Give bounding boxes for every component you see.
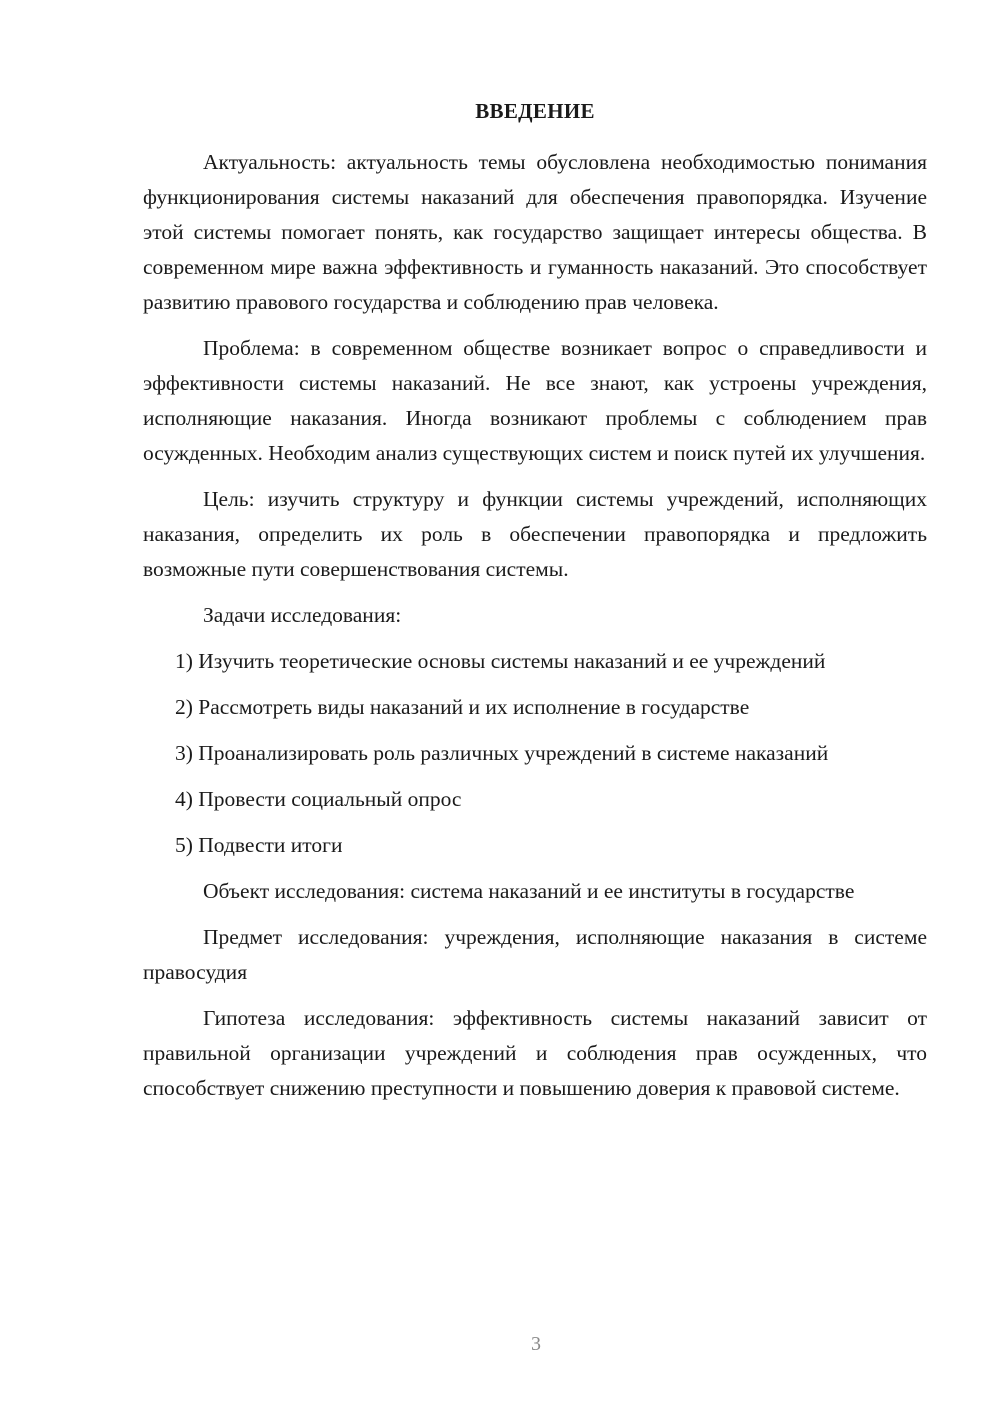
relevance-paragraph: Актуальность: актуальность темы обусловлена необходимостью понимания функционирования системы наказаний для обеспечения правопорядка. Изучение этой системы помогает понять, как государство защищает интересы общества. В современном мире важна эффективность и гуманность наказаний. Это способствует развитию правового государства и соблюдению прав человека. [143, 150, 927, 314]
task-item-1: 1) Изучить теоретические основы системы наказаний и ее учреждений [175, 649, 826, 673]
tasks-title: Задачи исследования: [203, 603, 402, 627]
hypothesis-paragraph: Гипотеза исследования: эффективность системы наказаний зависит от правильной организации учреждений и соблюдения прав осужденных, что способствует снижению преступности и повышению доверия к правовой системе. [143, 1006, 927, 1100]
task-item-2: 2) Рассмотреть виды наказаний и их исполнение в государстве [175, 695, 750, 719]
task-item-3: 3) Проанализировать роль различных учреждений в системе наказаний [175, 741, 829, 765]
section-heading: ВВЕДЕНИЕ [475, 99, 595, 123]
task-item-5: 5) Подвести итоги [175, 833, 343, 857]
goal-paragraph: Цель: изучить структуру и функции системы учреждений, исполняющих наказания, определить их роль в обеспечении правопорядка и предложить возможные пути совершенствования системы. [143, 487, 927, 581]
subject-paragraph: Предмет исследования: учреждения, исполняющие наказания в системе правосудия [143, 925, 927, 984]
task-item-4: 4) Провести социальный опрос [175, 787, 462, 811]
document-page [143, 94, 927, 1117]
problem-paragraph: Проблема: в современном обществе возникает вопрос о справедливости и эффективности системы наказаний. Не все знают, как устроены учреждения, исполняющие наказания. Иногда возникают проблемы с соблюдением прав осужденных. Необходим анализ существующих систем и поиск путей их улучшения. [143, 336, 927, 465]
page-number: 3 [531, 1333, 541, 1355]
object-paragraph: Объект исследования: система наказаний и ее институты в государстве [203, 879, 855, 903]
